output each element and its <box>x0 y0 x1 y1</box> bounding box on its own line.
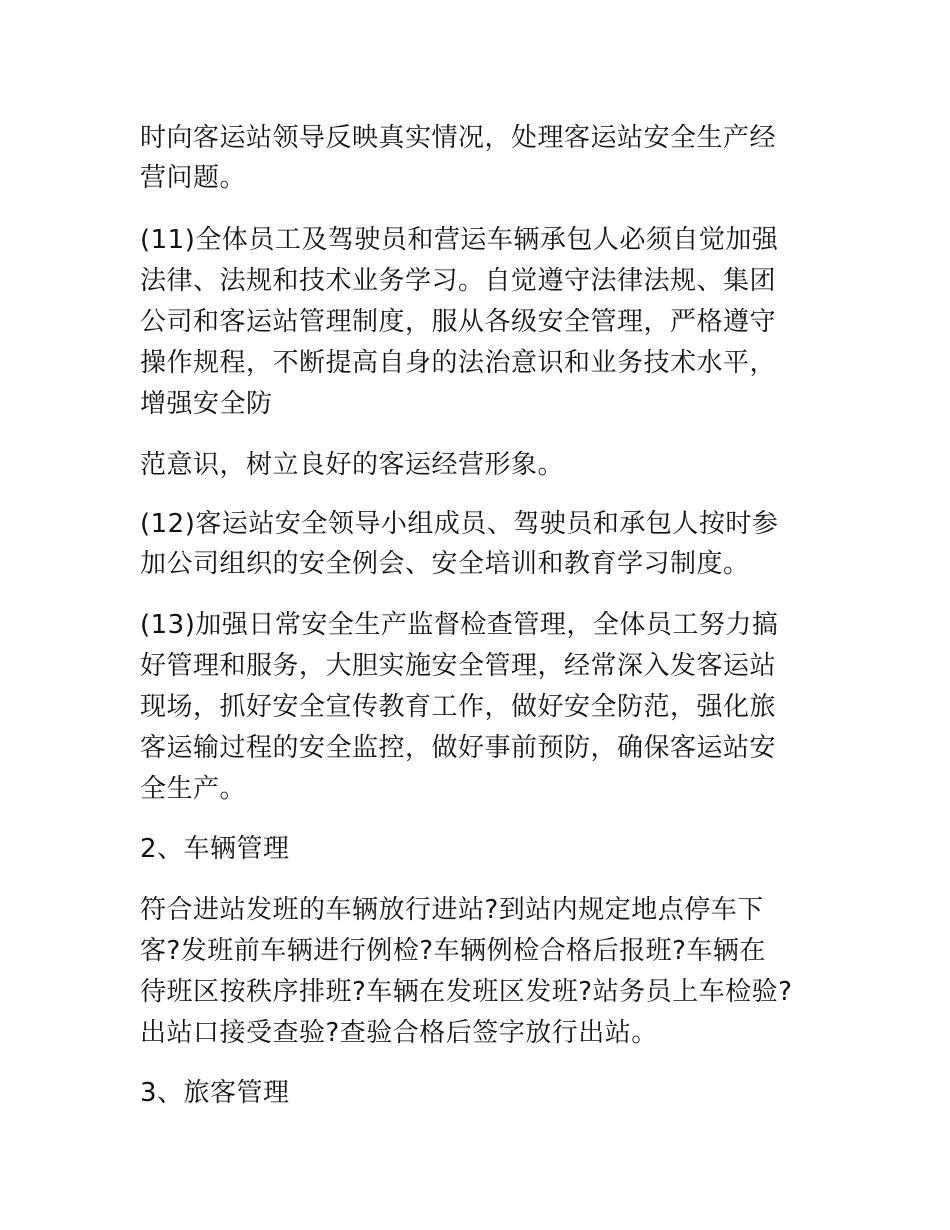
section-heading-passenger-management: 3、旅客管理 <box>140 1078 290 1108</box>
text-line-15: 全生产。 <box>140 774 247 804</box>
text-line-8: 范意识，树立良好的客运经营形象。 <box>140 450 565 480</box>
text-line-3: (11)全体员工及驾驶员和营运车辆承包人必须自觉加强 <box>140 225 779 255</box>
section-heading-vehicle-management: 2、车辆管理 <box>140 834 290 864</box>
text-line-5: 公司和客运站管理制度，服从各级安全管理，严格遵守 <box>140 307 777 337</box>
text-line-10: 加公司组织的安全例会、安全培训和教育学习制度。 <box>140 549 750 579</box>
text-line-19: 待班区按秩序排班?车辆在发班区发班?站务员上车检验? <box>140 977 793 1007</box>
text-line-14: 客运输过程的安全监控，做好事前预防，确保客运站安 <box>140 733 777 763</box>
text-line-17: 符合进站发班的车辆放行进站?到站内规定地点停车下 <box>140 895 764 925</box>
text-line-4: 法律、法规和技术业务学习。自觉遵守法律法规、集团 <box>140 266 777 296</box>
text-line-11: (13)加强日常安全生产监督检查管理，全体员工努力搞 <box>140 610 779 640</box>
text-line-18: 客?发班前车辆进行例检?车辆例检合格后报班?车辆在 <box>140 936 766 966</box>
text-line-20: 出站口接受查验?查验合格后签字放行出站。 <box>140 1018 658 1048</box>
text-line-12: 好管理和服务，大胆实施安全管理，经常深入发客运站 <box>140 651 777 681</box>
text-line-13: 现场，抓好安全宣传教育工作，做好安全防范，强化旅 <box>140 692 777 722</box>
text-line-2: 营问题。 <box>140 163 247 193</box>
text-line-1: 时向客运站领导反映真实情况，处理客运站安全生产经 <box>140 123 777 153</box>
text-line-6: 操作规程，不断提高自身的法治意识和业务技术水平， <box>140 348 777 378</box>
text-line-9: (12)客运站安全领导小组成员、驾驶员和承包人按时参 <box>140 509 779 539</box>
text-line-7: 增强安全防 <box>140 389 273 419</box>
